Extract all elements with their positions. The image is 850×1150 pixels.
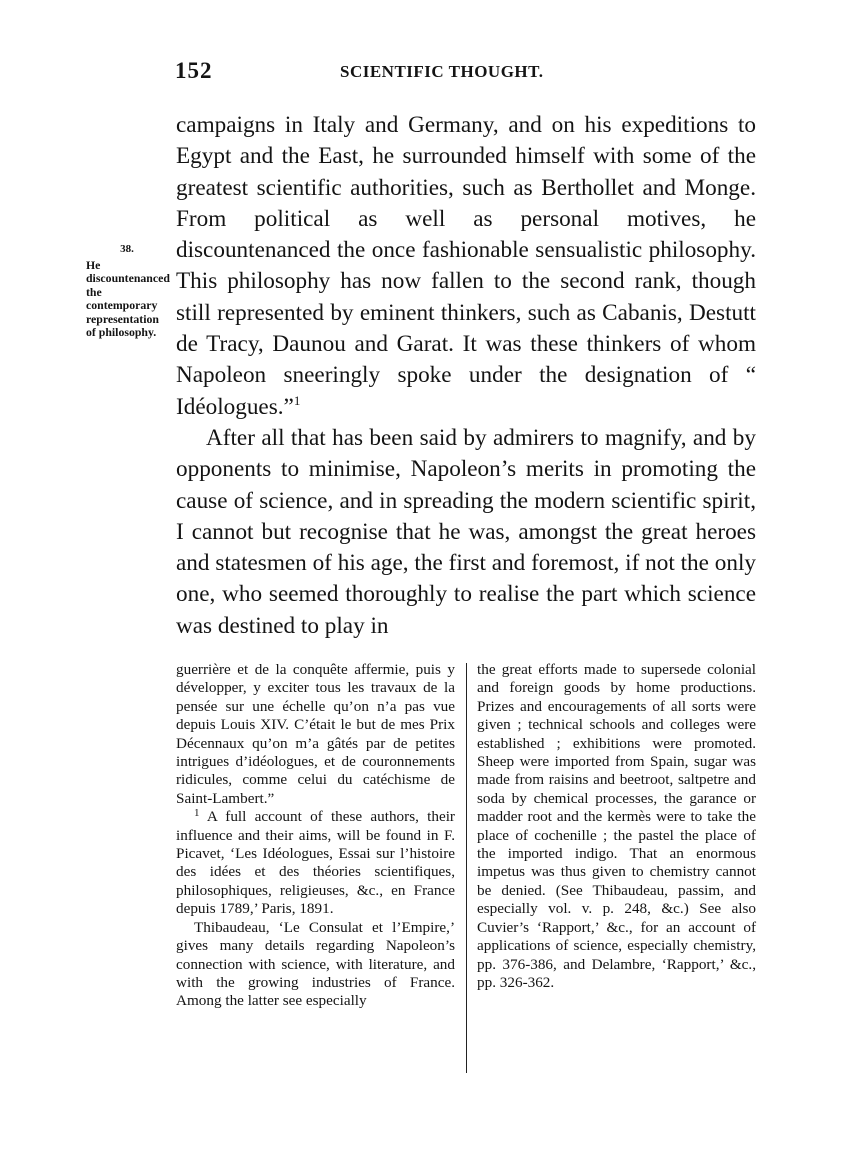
body-paragraph-1-text: campaigns in Italy and Germany, and on his expeditions to Egypt and the East, he surrounded himself with some of the greatest scientific authorities, such as Berthollet and Monge. From political as well as personal motives, he discountenanced the once fashionable sensualistic philosophy. This philosophy has now fallen to the second rank, though still represented by eminent thinkers, such as Cabanis, Destutt de Tracy, Daunou and Garat. It was these thinkers of whom Napoleon sneeringly spoke under the designation of “ Idéologues.” [176,112,756,420]
margin-note [86,243,168,340]
footnote-continuation: guerrière et de la conquête affermie, puis y développer, y exciter tous les travaux de la pensée sur une échelle qu’on n’a pas vue depuis Louis XIV. C’était le but de mes Prix Décennaux qu’on m’a gâtés par de petites intrigues d’idéologues, et de couronnements ridicules, comme celui du catéchisme de Saint-Lambert.” [176,661,455,807]
column-divider [466,663,467,1073]
running-title: SCIENTIFIC THOUGHT. [340,62,544,81]
margin-note-text: He discountenanced the contemporary representation of philosophy. [86,257,170,339]
running-header [175,58,755,92]
footnote-1-mark: 1 [194,807,200,820]
footnote-1 [176,808,455,918]
main-body-text [176,110,756,642]
page-number: 152 [175,58,213,83]
body-paragraph-1 [176,110,756,423]
margin-note-number: 38. [120,243,134,255]
footnote-right-text: the great efforts made to supersede colonial and foreign goods by home productions. Prizes and encouragements of all sorts were given ; technical schools and colleges were established ; exhibitions were promoted. Sheep were imported from Spain, sugar was made from raisins and beetroot, saltpetre and soda by chemical processes, the garance or madder root and the kermès were to take the place of cochenille ; the pastel the place of the imported indigo. That an enormous impetus was thus given to chemistry cannot be denied. (See Thibaudeau, passim, and especially vol. v. p. 248, &c.) See also Cuvier’s ‘Rapport,’ &c., for an account of applications of science, especially chemistry, pp. 376-386, and Delambre, ‘Rapport,’ &c., pp. 326-362. [477,661,756,991]
footnote-column-left [176,661,455,1011]
footnote-1-text: A full account of these authors, their influence and their aims, will be found in F. Picavet, ‘Les Idéologues, Essai sur l’histoire des idées et des théories scientifiques, philosophiques, religieuses, &c., en France depuis 1789,’ Paris, 1891. [176,808,455,918]
footnotes-area [176,661,756,1076]
footnote-paragraph-thibaudeau: Thibaudeau, ‘Le Consulat et l’Empire,’ gives many details regarding Napoleon’s connection with science, with literature, and with the growing industries of France. Among the latter see especially [176,918,455,1010]
footnote-column-right [477,661,756,992]
body-paragraph-2: After all that has been said by admirers to magnify, and by opponents to minimise, Napoleon’s merits in promoting the cause of science, and in spreading the modern scientific spirit, I cannot but recognise that he was, amongst the great heroes and statesmen of his age, the first and foremost, if not the only one, who seemed thoroughly to realise the part which science was destined to play in [176,424,756,639]
footnote-reference: 1 [293,392,301,408]
